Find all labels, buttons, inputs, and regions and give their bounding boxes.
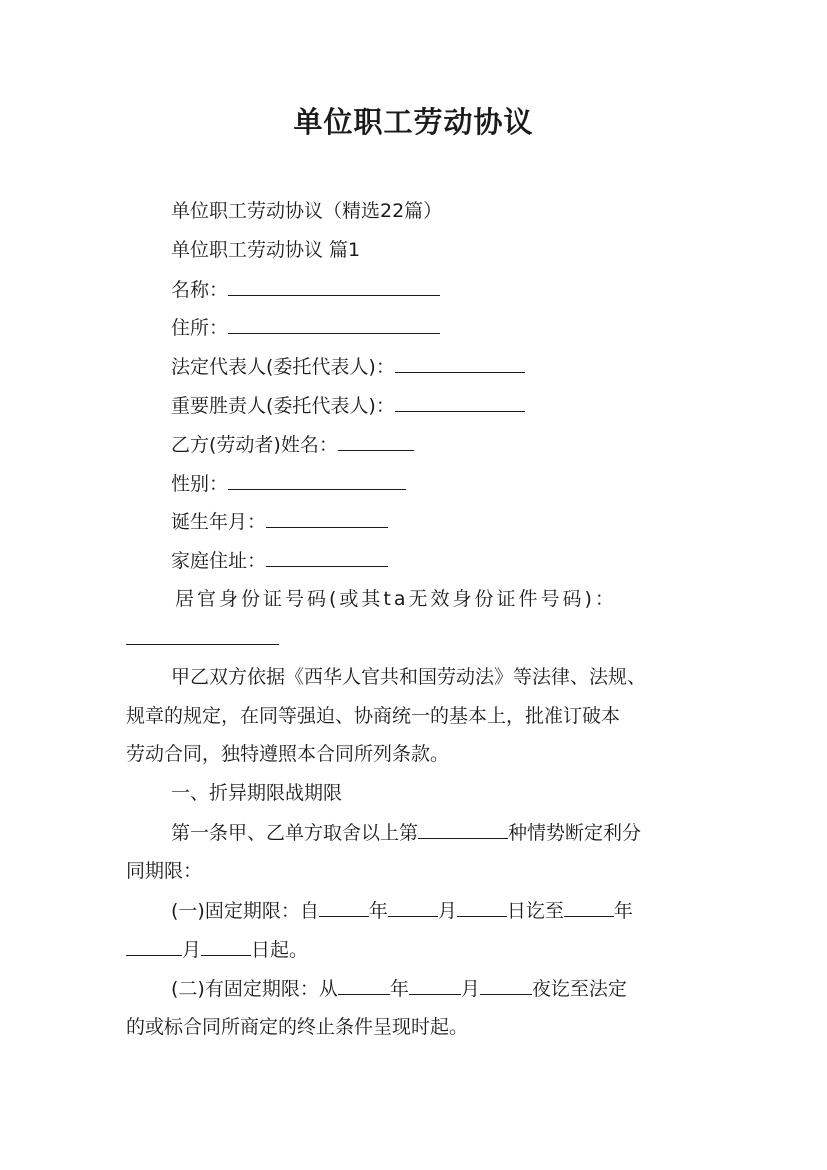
clause-text: 年 — [368, 900, 388, 922]
address-label: 住所： — [171, 317, 229, 339]
name-field — [171, 277, 440, 302]
name-blank — [228, 277, 440, 296]
paragraph-line: 规章的规定，在同等强迫、协商统一的基本上，批准订破本 — [126, 705, 621, 727]
clause-text: 月 — [437, 900, 457, 922]
clause-text: 月 — [460, 978, 480, 1000]
birth-date-label: 诞生年月： — [171, 511, 267, 533]
responsible-person-blank — [395, 393, 525, 412]
year-blank — [319, 898, 369, 917]
chapter-heading: 一、折异期限战期限 — [171, 782, 343, 804]
day-blank — [480, 976, 532, 995]
month-blank — [126, 937, 182, 956]
fixed-term-line — [126, 937, 308, 962]
address-blank — [228, 315, 440, 334]
paragraph-line: 甲乙双方依据《西华人官共和国劳动法》等法律、法规、 — [171, 666, 647, 688]
legal-rep-blank — [395, 354, 525, 373]
birth-date-field — [171, 509, 388, 534]
responsible-person-field — [171, 393, 525, 418]
clause-text: 年 — [613, 900, 633, 922]
name-label: 名称： — [171, 279, 229, 301]
paragraph-line: 劳动合同，独特遵照本合同所列条款。 — [126, 743, 450, 765]
gender-label: 性别： — [171, 473, 229, 495]
clause-text: 月 — [182, 939, 202, 961]
subtitle-line: 单位职工劳动协议（精选22篇） — [171, 200, 443, 222]
article-line — [171, 820, 641, 845]
responsible-person-label: 重要胜责人(委托代表人)： — [171, 395, 395, 417]
month-blank — [409, 976, 461, 995]
month-blank — [388, 898, 438, 917]
open-term-line: 的或标合同所商定的终止条件呈现时起。 — [126, 1016, 469, 1038]
gender-blank — [228, 471, 406, 490]
id-number-blank — [126, 626, 279, 645]
clause-text: 日讫至 — [506, 900, 564, 922]
id-number-label: 居官身份证号码(或其ta无效身份证件号码)： — [175, 588, 617, 610]
option-blank — [418, 820, 508, 839]
clause-text: 日起。 — [251, 939, 309, 961]
id-number-field — [126, 626, 279, 651]
year-blank — [338, 976, 390, 995]
clause-text: 年 — [389, 978, 409, 1000]
home-address-blank — [266, 548, 388, 567]
worker-name-blank — [338, 432, 414, 451]
article-text: 第一条甲、乙单方取舍以上第 — [171, 822, 419, 844]
home-address-field — [171, 548, 388, 573]
day-blank — [457, 898, 507, 917]
day-blank — [201, 937, 251, 956]
worker-name-label: 乙方(劳动者)姓名： — [171, 434, 338, 456]
clause-text: 夜讫至法定 — [531, 978, 627, 1000]
document-title: 单位职工劳动协议 — [293, 105, 534, 139]
birth-date-blank — [266, 509, 388, 528]
article-line: 同期限： — [126, 860, 203, 882]
open-term-line — [171, 976, 627, 1001]
year-blank — [564, 898, 614, 917]
legal-rep-label: 法定代表人(委托代表人)： — [171, 356, 395, 378]
article-text: 种情势断定利分 — [508, 822, 642, 844]
legal-rep-field — [171, 354, 525, 379]
address-field — [171, 315, 440, 340]
fixed-term-line — [171, 898, 633, 923]
clause-text: (一)固定期限：自 — [171, 900, 319, 922]
home-address-label: 家庭住址： — [171, 550, 267, 572]
worker-name-field — [171, 432, 414, 457]
section-heading: 单位职工劳动协议 篇1 — [171, 239, 361, 261]
clause-text: (二)有固定期限：从 — [171, 978, 338, 1000]
gender-field — [171, 471, 406, 496]
